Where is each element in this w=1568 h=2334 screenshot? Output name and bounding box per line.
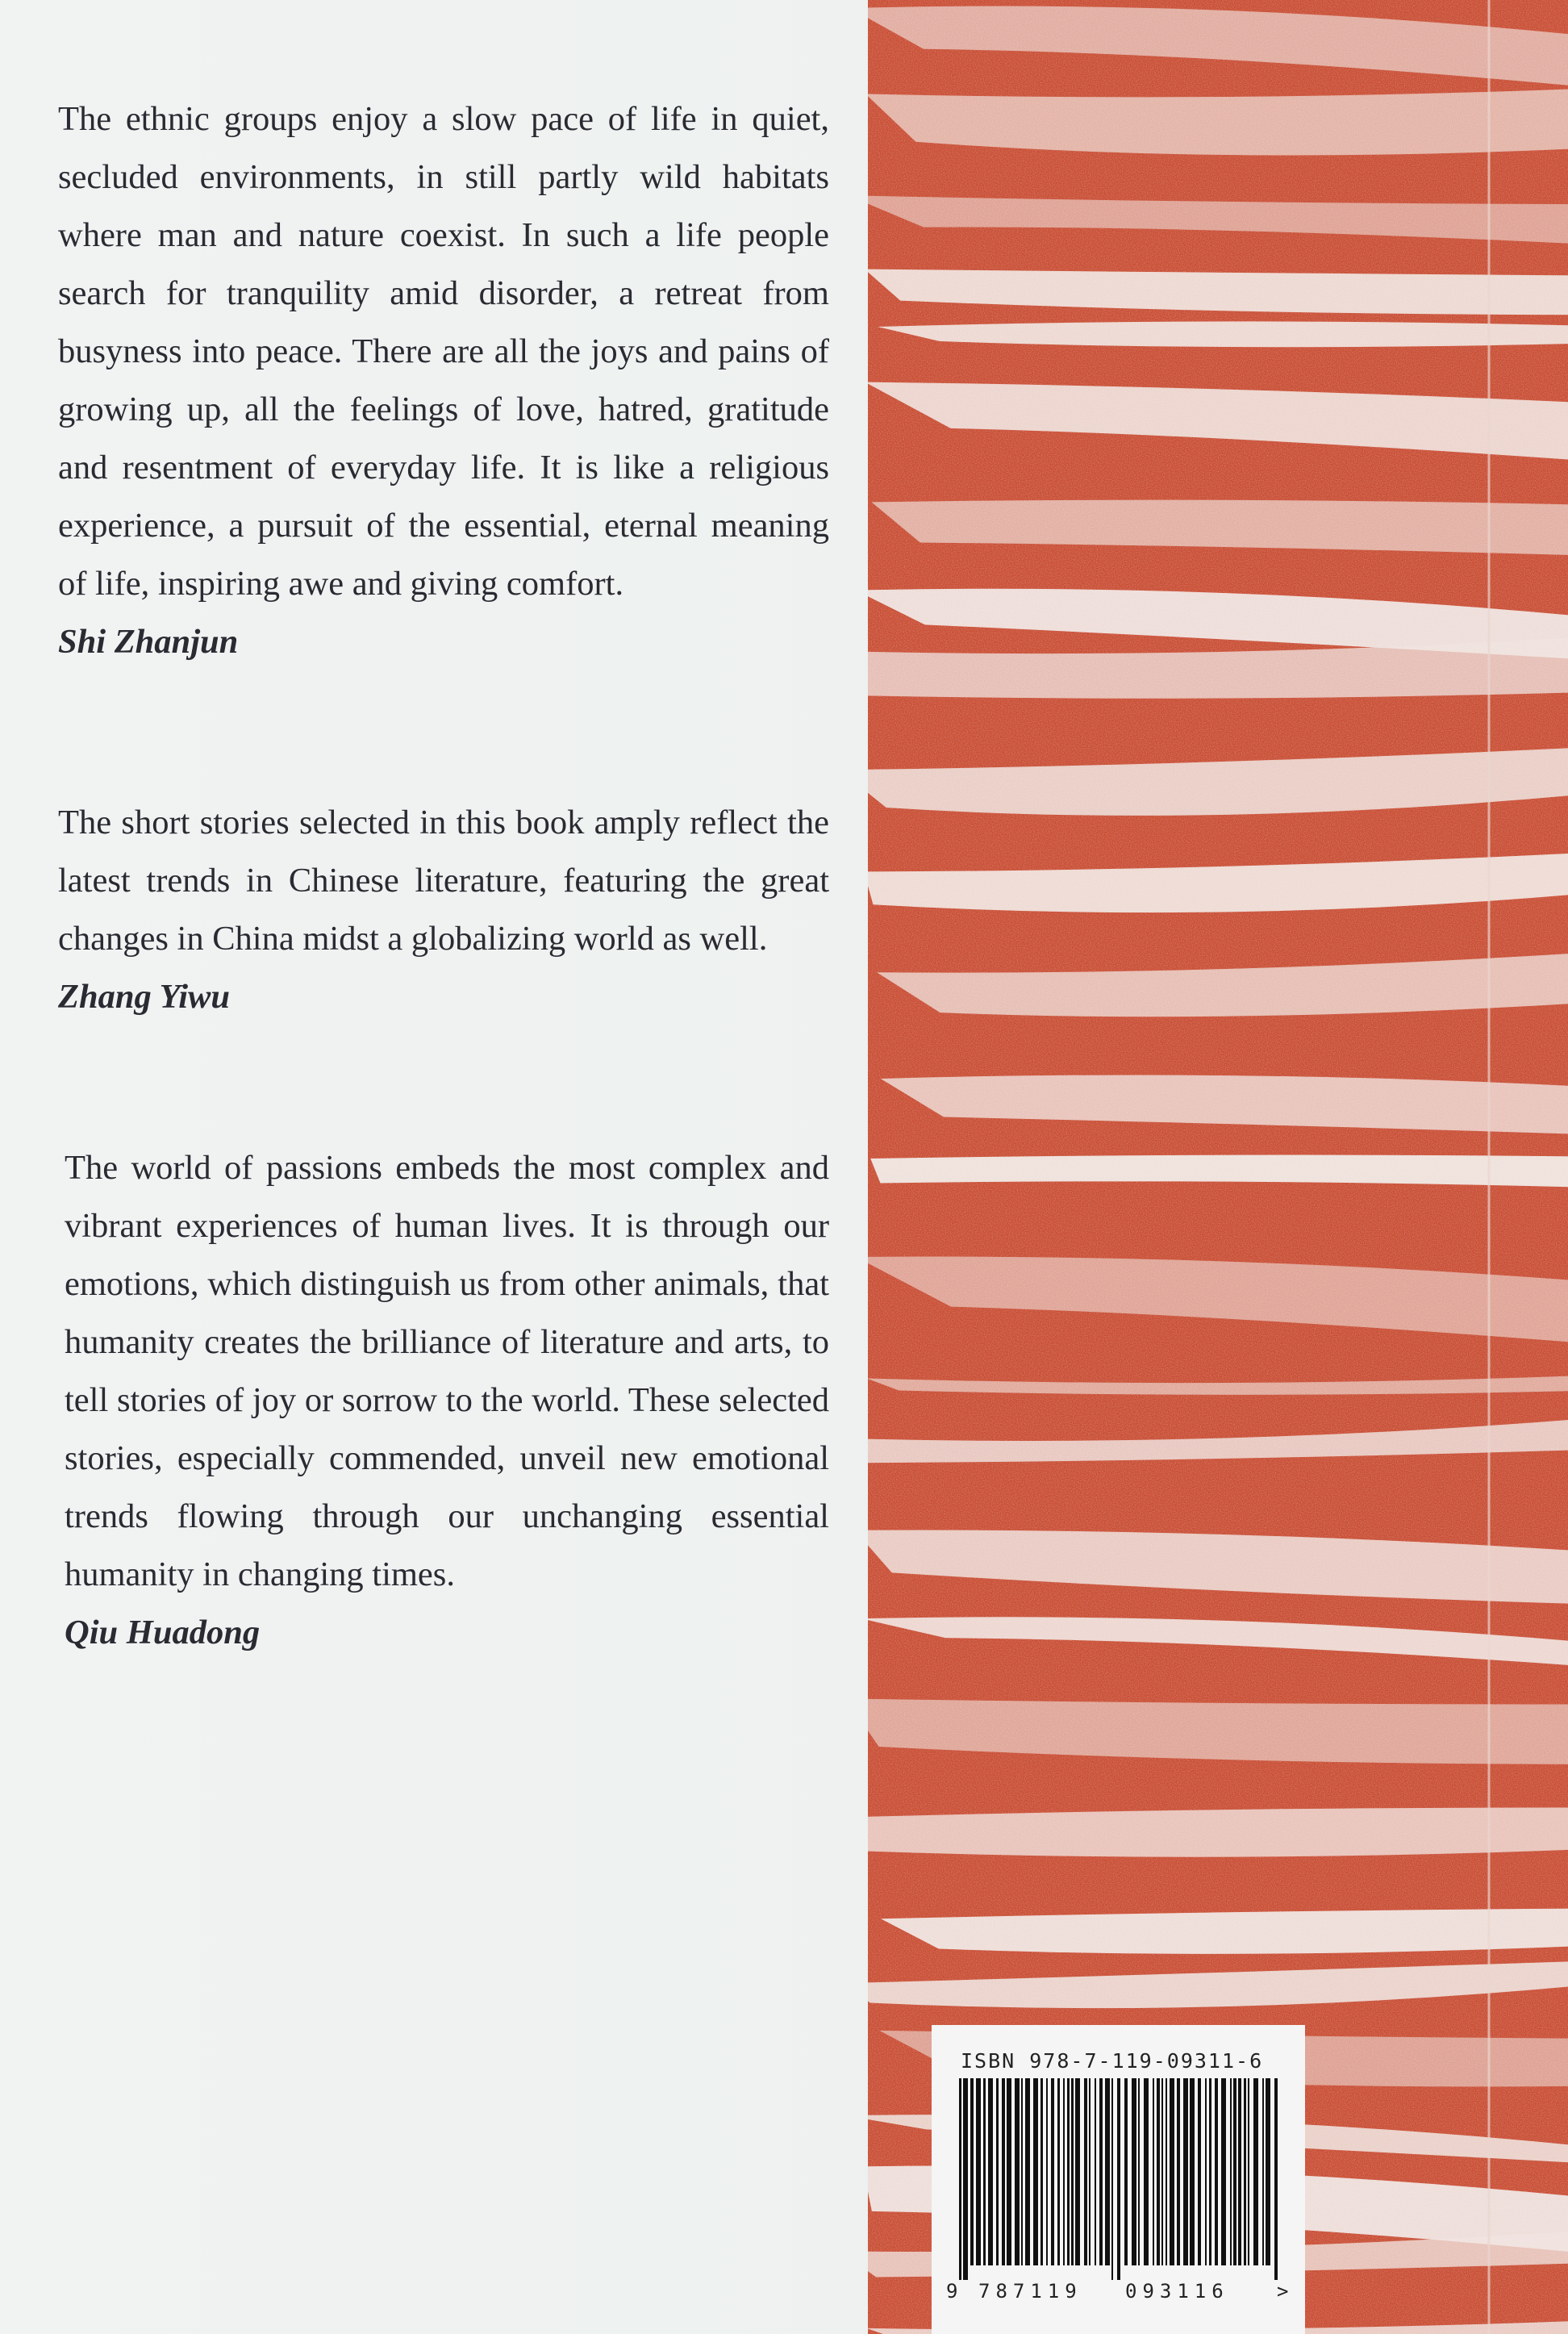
barcode-bar <box>1071 2078 1074 2265</box>
blurb-1 <box>58 90 829 671</box>
blurb-1-author: Shi Zhanjun <box>58 623 239 661</box>
barcode-bar <box>1033 2078 1038 2265</box>
blurb-2-text: The short stories selected in this book amply reflect the latest trends in Chinese literature, featuring the great changes in China midst a globalizing world as well. <box>58 804 829 958</box>
barcode-bar <box>1183 2078 1188 2265</box>
barcode-bar <box>1221 2078 1226 2265</box>
barcode-bar <box>1161 2078 1163 2265</box>
barcode-panel <box>932 2025 1305 2334</box>
barcode-bar <box>1084 2078 1087 2265</box>
barcode-bar <box>1124 2078 1128 2265</box>
barcode-bar <box>976 2078 981 2265</box>
barcode-bar <box>1209 2078 1211 2265</box>
barcode-bar <box>970 2078 974 2265</box>
barcode-icon <box>956 2078 1278 2280</box>
barcode-bar <box>1205 2078 1207 2265</box>
barcode-bar <box>1132 2078 1136 2265</box>
isbn-label: ISBN 978-7-119-09311-6 <box>961 2049 1264 2073</box>
blurb-3 <box>65 1139 829 1662</box>
barcode-bar <box>1111 2078 1113 2280</box>
blurb-1-text: The ethnic groups enjoy a slow pace of life in quiet, secluded environments, in still partly wild habitats where man and nature coexist. In such a life people search for tranquility amid disorder, a retreat from busyness into peace. There are all the joys and pains of growing up, all the feelings of love, hatred, gratitude and resentment of everyday life. It is like a religious experience, a pursuit of the essential, eternal meaning of life, inspiring awe and giving comfort. <box>58 100 829 603</box>
blurb-2-author: Zhang Yiwu <box>58 978 230 1016</box>
barcode-bar <box>1138 2078 1140 2265</box>
barcode-bar <box>996 2078 999 2265</box>
barcode-digit-group-right: 093116 <box>1125 2280 1229 2303</box>
barcode-bar <box>963 2078 968 2280</box>
barcode-digit-trail: > <box>1277 2280 1289 2303</box>
barcode-bar <box>1190 2078 1195 2265</box>
barcode-bar <box>1067 2078 1070 2265</box>
barcode-bar <box>1099 2078 1103 2265</box>
barcode-bar <box>1253 2078 1258 2265</box>
barcode-bar <box>1153 2078 1154 2265</box>
barcode-bar <box>1244 2078 1246 2265</box>
barcode-bar <box>1198 2078 1201 2265</box>
barcode-digit-first: 9 <box>946 2280 958 2303</box>
barcode-bar <box>1157 2078 1160 2265</box>
barcode-bar <box>1266 2078 1270 2265</box>
blurb-3-text: The world of passions embeds the most complex and vibrant experiences of human lives. It is through our emotions, which distinguish us from other animals, that humanity creates the brilliance of literature and arts, to tell stories of joy or sorrow to the world. These selected stories, especially commended, unveil new emotional trends flowing through our unchanging essential humanity in changing times. <box>65 1149 829 1593</box>
barcode-bar <box>1215 2078 1218 2265</box>
barcode-bar <box>1095 2078 1096 2265</box>
barcode-bar <box>1105 2078 1110 2265</box>
barcode-bar <box>1089 2078 1091 2265</box>
barcode-bar <box>1063 2078 1065 2265</box>
brushstroke-graphic <box>868 0 1568 2334</box>
blurb-3-author: Qiu Huadong <box>65 1614 261 1651</box>
barcode-bar <box>1238 2078 1241 2265</box>
barcode-bar <box>1233 2078 1236 2265</box>
barcode-bar <box>1166 2078 1167 2265</box>
barcode-bar <box>1075 2078 1080 2265</box>
barcode-bar <box>1144 2078 1149 2265</box>
barcode-bar <box>1007 2078 1011 2265</box>
barcode-bar <box>983 2078 986 2265</box>
barcode-bar <box>1248 2078 1249 2265</box>
barcode-bar <box>1040 2078 1043 2265</box>
barcode-bar <box>1274 2078 1278 2280</box>
barcode-digit-group-left: 787119 <box>978 2280 1082 2303</box>
brushstroke-artwork <box>868 0 1568 2334</box>
blurb-2 <box>58 794 829 1026</box>
barcode-bar <box>1051 2078 1054 2265</box>
barcode-bar <box>1117 2078 1120 2280</box>
barcode-bar <box>1002 2078 1005 2265</box>
barcode-bar <box>1170 2078 1174 2265</box>
barcode-bar <box>1262 2078 1264 2265</box>
barcode-bar <box>1015 2078 1020 2265</box>
barcode-bar <box>1021 2078 1023 2265</box>
barcode-bar <box>959 2078 961 2280</box>
barcode-bar <box>988 2078 993 2265</box>
barcode-bar <box>1057 2078 1060 2265</box>
barcode-bar <box>1230 2078 1232 2265</box>
barcode-bar <box>1046 2078 1048 2265</box>
barcode-bar <box>1177 2078 1180 2265</box>
barcode-bar <box>1025 2078 1030 2265</box>
